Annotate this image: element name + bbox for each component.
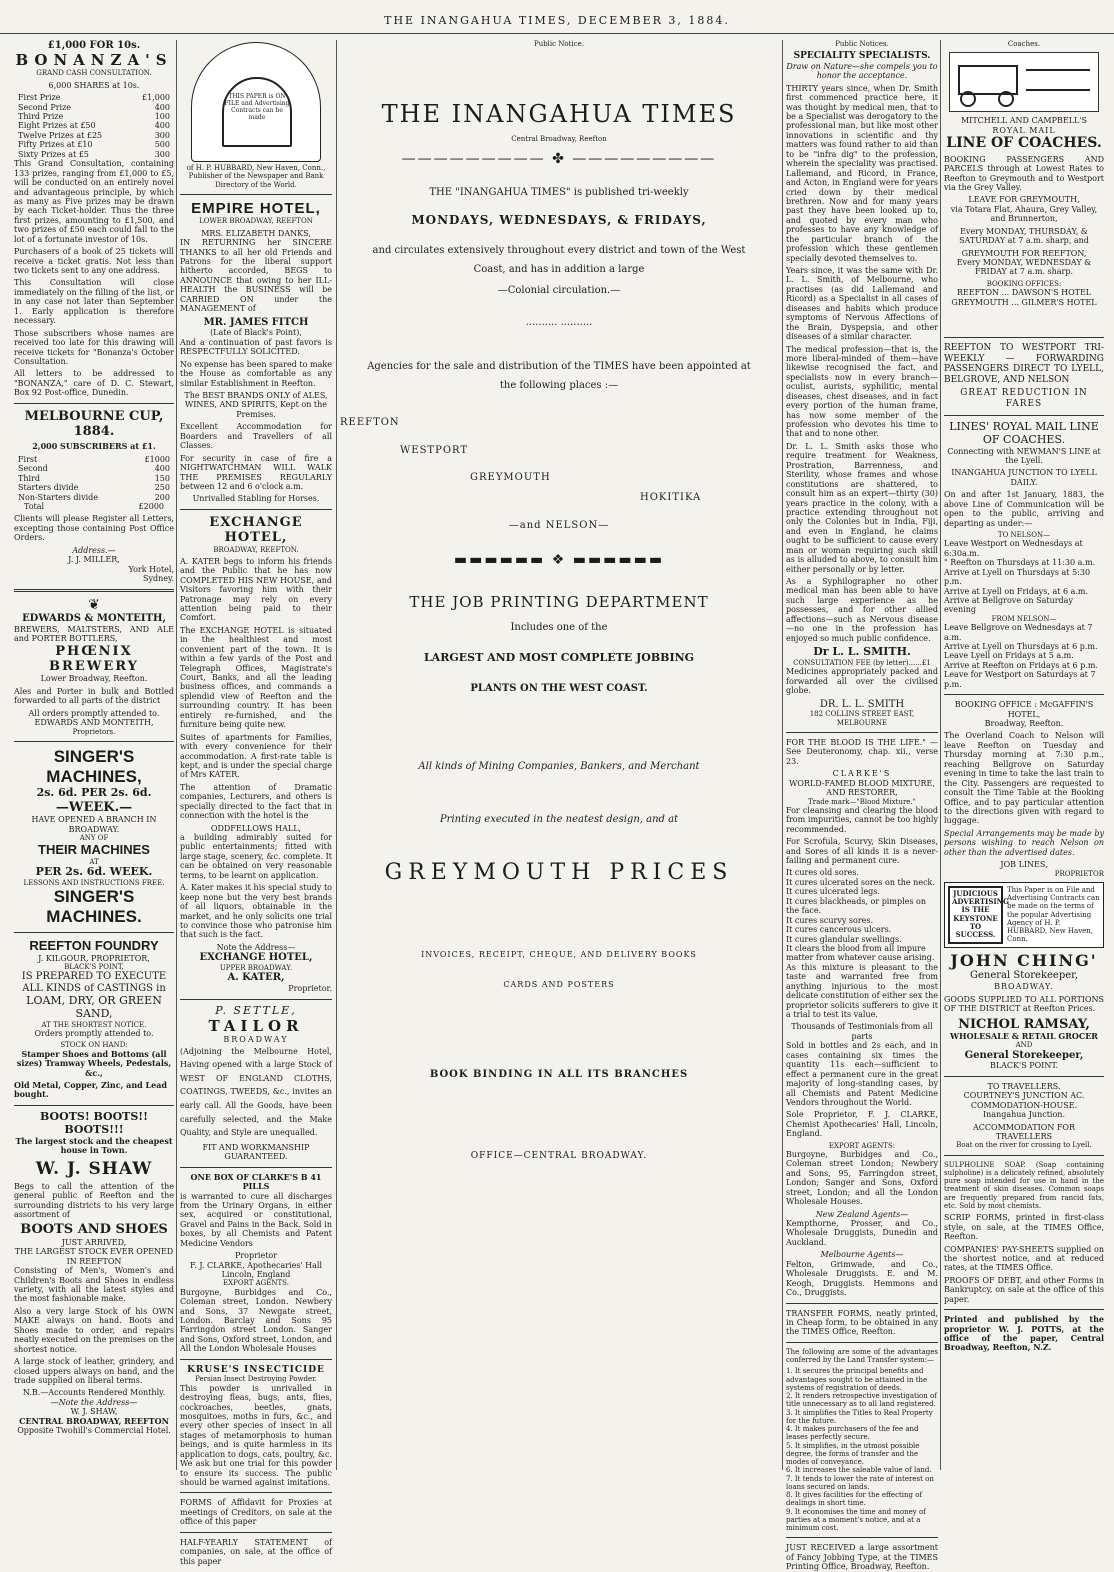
oddfellows: ODDFELLOWS HALL, [210, 823, 302, 833]
plants: PLANTS ON THE WEST COAST. [470, 682, 648, 694]
prize-value: 300 [154, 130, 170, 140]
ornament-dots: .......... .......... [525, 317, 593, 329]
expense: No expense has been spared to make the House as comfortable as any similar Establishment in Reefton. [180, 359, 332, 388]
leave-text: via Totara Flat, Ahaura, Grey Valley, and Brunnerton, [950, 204, 1098, 224]
cure-list [786, 868, 938, 962]
blacks: BLACK'S POINT. [989, 1061, 1059, 1071]
allkinds: All kinds of Mining Companies, Bankers, and Merchant [418, 760, 700, 772]
cards: CARDS AND POSTERS [503, 979, 615, 989]
shaw-opp: Opposite Twohill's Commercial Hotel. [17, 1426, 171, 1436]
prize-row [14, 112, 174, 121]
overland: The Overland Coach to Nelson will leave Reefton on Tuesday and Thursday morning at 7:30 p.m., reaching Bellgrove on Saturday evening in time to take the last train to the City. Passengers are requested to consult the Time Table at the Booking Office, and to pay particular attention to the directions given with regard to luggage. [944, 731, 1104, 826]
brands: The BEST BRANDS ONLY of ALES, WINES, AND SPIRITS, Kept on the Premises. [184, 391, 328, 419]
melbourne-address-label: Address.— [72, 545, 116, 555]
bonanza-text: Those subscribers whose names are received too late for this drawing will receive tickets for "Bonanza's October Consultation. [14, 328, 174, 366]
prize-value: 400 [154, 464, 170, 474]
exchange-title: EXCHANGE HOTEL, [209, 514, 303, 546]
schedule-line: Arrive at Lyell on Fridays, at 6 a.m. [944, 586, 1089, 596]
bonanza-prize: £1,000 FOR 10s. [47, 40, 141, 51]
following: The following are some of the advantages conferred by the Land Transfer system:— [786, 1347, 938, 1365]
prize-value: 400 [154, 121, 170, 131]
prize-value: £1,000 [142, 93, 170, 103]
stabling: Unrivalled Stabling for Horses. [192, 494, 320, 504]
largest: LARGEST AND MOST COMPLETE JOBBING [423, 650, 695, 664]
kater-text: The EXCHANGE HOTEL is situated in the healthiest and most convenient part of the town. It is within a few yards of the Post and Telegraph Offices, Magistrate's Court, Banks, and all the leading business offices, and commands a splendid view of Reefton and the surrounding country. It has been entirely re-furnished, and the furniture being quite new. [180, 625, 332, 730]
seal-words: THIS PAPER is ON FILE and Advertising Contracts can be made [222, 77, 292, 147]
column-rule [782, 40, 783, 1470]
danks: MRS. ELIZABETH DANKS, [201, 228, 311, 238]
binding: BOOK BINDING IN ALL ITS BRANCHES [429, 1069, 689, 1081]
schedule-line: Arrive at Lyell on Thursdays at 6 p.m. [944, 641, 1098, 651]
schedule-line: Leave for Westport on Saturdays at 7 p.m. [944, 670, 1096, 689]
prize-row [14, 121, 174, 130]
kater-prop: Proprietor. [288, 984, 332, 994]
shaw-consisting: Consisting of Men's, Women's and Children's Boots and Shoes in endless variety, with all the latest styles and the most fashionable make. [14, 1266, 174, 1304]
and: AND [1015, 1041, 1033, 1050]
edwards-loc: Lower Broadway, Reefton. [40, 674, 148, 684]
cures: For Scrofula, Scurvy, Skin Diseases, and Sores of all kinds it is a never-failing and permanent cure. [786, 837, 938, 865]
advantages-list [786, 1367, 938, 1532]
prize-label: Second Prize [18, 102, 72, 112]
bonanza-text: All letters to be addressed to "BONANZA," care of D. C. Stewart, Box 92 Post-office, Dunedin. [14, 369, 174, 398]
column-1 [14, 40, 174, 1472]
prize-value: 250 [154, 483, 170, 493]
advantage-item: 1. It secures the principal benefits and advantages sought to be attained in the systems of registration of deeds. [786, 1367, 928, 1392]
singer-title: SINGER'S MACHINES, [46, 746, 142, 786]
connecting: Connecting with NEWMAN'S LINE at the Lyell. [947, 446, 1101, 466]
prize-label: Second [18, 464, 48, 474]
blood-quote: FOR THE BLOOD IS THE LIFE." —See Deuteronomy, chap. xii., verse 23. [786, 737, 938, 766]
pills-prop: Proprietor [234, 1251, 278, 1261]
nz: New Zealand Agents— [815, 1209, 909, 1219]
cure-item: It cures old sores. [786, 868, 859, 878]
melb-text: Felton, Grimwade, and Co., Wholesale Druggists. E. and M. Keogh, Druggists. Hemmons and Co., Druggists. [786, 1259, 938, 1298]
boat: Boat on the river for crossing to Lyell. [956, 1141, 1092, 1150]
foundry-metal: Old Metal, Copper, Zinc, and Lead bought. [14, 1080, 168, 1100]
boots-title: BOOTS! BOOTS!! BOOTS!!! [40, 1109, 148, 1136]
bonanza-sub: GRAND CASH CONSULTATION. [36, 69, 152, 78]
courtney-loc: Inangahua Junction. [982, 1110, 1066, 1120]
booking-office: BOOKING OFFICE : McGAFFIN'S HOTEL, [954, 700, 1094, 719]
shaw-arrived: JUST ARRIVED, [61, 1237, 127, 1247]
kater-name: A. KATER, [227, 972, 285, 984]
prize-label: Sixty Prizes at £5 [18, 149, 89, 159]
shaw-name: W. J. SHAW, [70, 1407, 118, 1417]
nz-text: Kempthorne, Prosser, and Co., Wholesale Druggists, Dunedin and Auckland. [786, 1219, 938, 1247]
smith-fee: CONSULTATION FEE (by letter)......£1 [793, 659, 931, 668]
agencies: Agencies for the sale and distribution of the TIMES have been appointed at the following places :— [367, 360, 751, 391]
schedule-line: Arrive at Lyell on Thursdays at 5:30 p.m. [944, 567, 1091, 587]
advantage-item: 7. It tends to lower the rate of interest on loans secured on lands. [786, 1474, 934, 1491]
hubbard-badge [944, 882, 1104, 948]
settle-title: P. SETTLE, [215, 1003, 297, 1017]
prize-label: Third Prize [18, 112, 64, 122]
shaw-title: W. J. SHAW [35, 1158, 153, 1179]
smith-text: Dr. L. L. Smith asks those who require treatment for Weakness, Prostration, Barrenness, and Sterility, whose frames and whose constitutions are shattered, to consult him as an expert—thirty (30) years practice in the colony, with a practice extending throughout not only the Colonies but in India, Fiji, and even in England, he claims ought to be sufficient to cause every man or woman requiring such skill as is alluded to above, to consult him either personally or by letter. [786, 441, 938, 574]
prices: GREYMOUTH PRICES [384, 860, 734, 886]
place-reefton: REEFTON [340, 416, 400, 428]
kater-text: Suites of apartments for Families, with every convenience for their accommodation. A first-rate table is kept, and is under the special charge of Mrs KATER. [180, 732, 332, 780]
coach-illustration [949, 52, 1099, 112]
edwards-title: EDWARDS & MONTEITH, [22, 613, 166, 625]
place-greymouth: GREYMOUTH [470, 472, 551, 484]
cure-item: It cures ulcerated legs. [786, 887, 880, 897]
melb: Melbourne Agents— [820, 1250, 904, 1260]
column-4 [786, 40, 938, 1572]
prize-label: Fifty Prizes at £10 [18, 140, 93, 150]
bonanza-text: This Consultation will close immediately on the filling of the list, or in any case not later than September 1. Early application is therefore necessary. [14, 278, 174, 326]
edwards-sign: EDWARDS AND MONTEITH, [34, 718, 154, 728]
bonanza-text: This Grand Consultation, containing 133 prizes, ranging from £1,000 to £5, will be conducted on an entirely novel and advantageous principle, by which as many as Five prizes may be drawn by each Ticket-holder. Thus the three first prizes, amounting to £1,500, and two prizes of £50 each could fall to the lot of a fortunate investor of 10s. [14, 159, 174, 244]
coaches-royal: ROYAL MAIL [992, 125, 1056, 135]
prize-value: 400 [154, 102, 170, 112]
column-2 [180, 40, 332, 1566]
onafter: On and after 1st January, 1883, the above Line of Communication will be open to the public, arriving and departing as under:— [944, 490, 1104, 528]
masthead: THE INANGAHUA TIMES [381, 100, 737, 129]
cure-item: It cures glandular swellings. [786, 934, 902, 944]
accom: ACCOMMODATION FOR TRAVELLERS [972, 1122, 1075, 1142]
colonial: —Colonial circulation.— [497, 285, 621, 297]
pills-name: F. J. CLARKE, Apothecaries' Hall [189, 1260, 323, 1270]
sold: Sold in bottles and 2s each, and in cases containing six times the quantity 11s each—sufficient to effect a permanent cure in the great majority of long-standing cases, by all Chemists and Patent Medicine Vendors throughout the World. [786, 1041, 938, 1107]
edwards-brewery: PHŒNIX BREWERY [49, 643, 139, 675]
place-nelson: —and NELSON— [508, 520, 610, 532]
prize-value: 300 [154, 149, 170, 159]
circulates: and circulates extensively throughout every district and town of the West Coast, and has in addition a large [372, 245, 746, 276]
office1: REEFTON ... DAWSON'S HOTEL [956, 288, 1092, 298]
special: Special Arrangements may be made by persons wishing to reach Nelson on other than the advertised dates. [944, 828, 1104, 857]
shaw-leather: A large stock of leather, grindery, and closed uppers always on hand, and the trade supplied on liberal terms. [14, 1357, 174, 1385]
col3-label: Public Notice. [533, 40, 584, 48]
edwards-text: Ales and Porter in bulk and Bottled forwarded to all parts of the district [14, 686, 174, 706]
kruse: KRUSE'S INSECTICIDE [187, 1364, 325, 1375]
melbourne-prize-list [14, 455, 174, 502]
advantage-item: 6. It increases the saleable value of land. [786, 1466, 932, 1475]
hubbard-text: This Paper is on File and Advertising Contracts can be made on the terms of the popular Advertising Agency of H. P. HUBBARD, New Haven, Conn. [1007, 885, 1100, 944]
thousands: Thousands of Testimonials from all parts [791, 1022, 933, 1041]
mixture-text: For cleansing and clearing the blood from impurities, cannot be too highly recommended. [786, 805, 938, 834]
prize-row [14, 464, 174, 473]
pills-text: is warranted to cure all discharges from the Urinary Organs, in either sex, acquired or constitutional, Gravel and Pains in the Back. Sold in boxes, by all Chemists and Patent Medicine Vendors [180, 1191, 332, 1248]
ornament-divider: ▬▬▬▬▬▬ ❖ ▬▬▬▬▬▬ [453, 551, 665, 568]
prize-value: 100 [154, 112, 170, 122]
smith-addr: 182 COLLINS STREET EAST, MELBOURNE [809, 710, 915, 727]
fitch-sub: (Late of Black's Point), [210, 328, 302, 338]
pills-loc: Lincoln, England [221, 1270, 291, 1280]
general: General Storekeeper, [964, 1049, 1084, 1061]
advantage-item: 4. It makes purchasers of the fee and leases perfectly secure. [786, 1425, 919, 1442]
kater-text: A. Kater makes it his special study to keep none but the very best brands of all liquors, obtainable in the market, and he only solicits one trial to convince those who patronise him that such is the fact. [180, 883, 332, 940]
coaches-line: LINE OF COACHES. [946, 135, 1102, 152]
pills-agents-text: Burgoyne, Burbidges and Co., Coleman street, London. Newbery and Sons, 37 Newgate street, London. Barclay and Sons 95 Farringdon street London. Sanger and Sons, Oxford street, London, and All the London Wholesale Houses [180, 1287, 332, 1354]
prize-row [14, 474, 174, 483]
header-title: THE INANGAHUA TIMES, DECEMBER 3, 1884. [384, 14, 730, 27]
shaw-note: —Note the Address— [50, 1397, 138, 1407]
tailor: TAILOR [208, 1016, 304, 1035]
schedule-line: " Reefton on Thursdays at 11:30 a.m. [944, 558, 1096, 568]
bonanza-prize-list [14, 93, 174, 159]
edwards-sub: BREWERS, MALTSTERS, AND ALE and PORTER BOTTLERS, [14, 624, 174, 644]
singer-title2: SINGER'S MACHINES. [46, 887, 142, 927]
from-nelson: FROM NELSON— [991, 614, 1057, 623]
foundry-title: REEFTON FOUNDRY [29, 938, 159, 954]
coaches-firm: MITCHELL AND CAMPBELL'S [960, 116, 1088, 126]
shaw-nb: N.B.—Accounts Rendered Monthly. [22, 1388, 166, 1398]
invoices: INVOICES, RECEIPT, CHEQUE, AND DELIVERY BOOKS [421, 950, 697, 960]
job-prop: PROPRIETOR [1054, 869, 1104, 878]
transfer: TRANSFER FORMS, neatly printed, in Cheap form, to be obtained in any the TIMES Office, Reefton. [786, 1308, 938, 1337]
place-westport: WESTPORT [400, 444, 469, 456]
melbourne-addr: Sydney. [142, 574, 174, 584]
bonanza-shares: 6,000 SHARES at 10s. [48, 80, 140, 90]
foundry-materials: LOAM, DRY, OR GREEN SAND, [26, 993, 162, 1020]
smith-text: The medical profession—that is, the more liberal-minded of them—have likewise recognised the fact, and specialists now in every branch—oculist, aurists, syphilitic, mental diseases, chest diseases, and in fact every portion of the human frame, has now some member of the profession who devotes his time to that and to none other. [786, 344, 938, 439]
kater-text: The attention of Dramatic companies, Lecturers, and others is specially directed to the fact that in connection with the hotel is the [180, 782, 332, 821]
prize-value: 500 [154, 140, 170, 150]
prize-value: 200 [154, 492, 170, 502]
prize-label: Non-Starters divide [18, 492, 98, 502]
singer-at: AT [89, 857, 99, 866]
accommodation: Excellent Accommodation for Boarders and Travellers of all Classes. [180, 422, 332, 451]
mixture: WORLD-FAMED BLOOD MIXTURE, [789, 778, 935, 788]
kruse-text: This powder is unrivalled in destroying fleas, bugs, ants, flies, cockroaches, beetles, gnats, mosquitoes, moths in furs, &c., and every other species of insect in all stages of metamorphosis to human beings, and is quite harmless in its application to dogs, cats, poultry, &c. We ask but one trial for this powder to ensure its success. The public should be warned against imitations. [180, 1383, 332, 1488]
office2: GREYMOUTH ... GILMER'S HOTEL [951, 297, 1097, 307]
foundry-text: IS PREPARED TO EXECUTE ALL KINDS of CASTINGS in [21, 971, 167, 995]
security: For security in case of fire a NIGHTWATCHMAN WILL WALK THE PREMISES REGULARLY between 12 and 6 o'clock a.m. [180, 453, 332, 491]
days: MONDAYS, WEDNESDAYS, & FRIDAYS, [411, 213, 707, 228]
seal-credit: of H. P. HUBBARD, New Haven, Conn., Publisher of the Newspaper and Bank Directory of the World. [186, 164, 326, 189]
schedule-to-nelson [944, 539, 1104, 615]
edwards-prop: Proprietors. [72, 727, 116, 736]
melbourne-title: MELBOURNE CUP, 1884. [24, 408, 164, 440]
includes: Includes one of the [510, 622, 608, 634]
column-5 [944, 40, 1104, 1472]
prize-row [14, 131, 174, 140]
shaw-boots: BOOTS AND SHOES [20, 1222, 168, 1238]
shaw-addr: CENTRAL BROADWAY, REEFTON [19, 1415, 169, 1426]
westport-title: REEFTON TO WESTPORT TRI-WEEKLY — FORWARDING PASSENGERS DIRECT TO LYELL, BELGROVE, AND NELSON [944, 343, 1104, 385]
tailor-loc: BROADWAY [223, 1035, 289, 1045]
ching-loc: BROADWAY. [994, 982, 1054, 992]
companies: COMPANIES' PAY-SHEETS supplied on the shortest notice, and at reduced rates, at the TIMES Office. [944, 1244, 1104, 1273]
prize-row [14, 493, 174, 502]
prize-label: First Prize [18, 93, 61, 103]
just: JUST RECEIVED a large assortment of Fancy Jobbing Type, at the TIMES Printing Office, Broadway, Reefton. [786, 1543, 938, 1572]
prize-label: Twelve Prizes at £25 [18, 130, 103, 140]
col5-label: Coaches. [1007, 40, 1041, 48]
greymouth: GREYMOUTH FOR REEFTON, [961, 248, 1087, 258]
days: Every MONDAY, THURSDAY, & SATURDAY at 7 a.m. sharp, and [959, 226, 1089, 246]
column-3 [340, 40, 778, 1472]
prize-row [14, 455, 174, 464]
goods: GOODS SUPPLIED TO ALL PORTIONS OF THE DISTRICT at Reefton Prices. [944, 994, 1104, 1014]
danks-text: IN RETURNING her SINCERE THANKS to all her old Friends and Patrons for the liberal support hitherto accorded, BEGS to ANNOUNCE that owing to her ILL-HEALTH the BUSINESS will be CARRIED ON under the MANAGEMENT of [180, 238, 332, 314]
foundry-prop: J. KILGOUR, PROPRIETOR, [38, 953, 150, 963]
fit: FIT AND WORKMANSHIP GUARANTEED. [202, 1142, 310, 1162]
melbourne-addr: York Hotel, [128, 564, 174, 574]
tailor-text: (Adjoining the Melbourne Hotel, Having opened with a large Stock of WEST OF ENGLAND CLOTHS, COATINGS, TWEEDS, &c., invites an early call. All the Goods, have been carefully selected, and the Make Quality, and Style are unequalled. [180, 1046, 332, 1138]
speciality: SPECIALITY SPECIALISTS. [793, 51, 931, 62]
prize-row [14, 103, 174, 112]
column-rule [940, 40, 941, 1470]
prize-label: Third [18, 473, 40, 483]
export-text: Burgoyne, Burbidges and Co., Coleman street London; Newbery and Sons, 95, Farringdon street, London; Sanger and Sons, Oxford street, London; and all the London Wholesale Houses. [786, 1149, 938, 1207]
singer-lessons: LESSONS AND INSTRUCTIONS FREE. [23, 878, 165, 887]
wholesale: WHOLESALE & RETAIL GROCER [950, 1030, 1098, 1041]
column-rule [336, 40, 337, 1470]
column-rule [176, 40, 177, 1470]
kater-text: a building admirably suited for public entertainments; fitted with large stage, scenery, &c. complete. It can be obtained on very reasonable terms, to be learnt on application. [180, 833, 332, 880]
shaw-also: Also a very large Stock of his OWN MAKE always on hand. Boots and Shoes made to order, and repairs neatly executed on the premises on the shortest notice. [14, 1306, 174, 1354]
foundry-stock: STOCK ON HAND: [60, 1041, 128, 1050]
kater-note: Note the Address— [216, 942, 296, 952]
prize-value: 150 [154, 473, 170, 483]
singer-their: THEIR MACHINES [38, 842, 150, 858]
pills: ONE BOX OF CLARKE'S B 41 PILLS [190, 1171, 322, 1192]
keystone-seal-image [191, 42, 321, 162]
advantage-item: 9. It economises the time and money of parties at a moment's notice, and at a minimum cost. [786, 1507, 926, 1533]
prize-row [14, 150, 174, 159]
col4-label: Public Notices. [835, 40, 889, 48]
export: EXPORT AGENTS: [828, 1141, 896, 1150]
smith-text: THIRTY years since, when Dr. Smith first commenced practice here, it was thought by medical men, that to be a Specialist was derogatory to the professional man, but like most other innovations in scientific and thy matters was found rather to aid than to be "infra dig" to the profession, wherein the speciality was practised. Lallemand, and Ricord, in France, and Acton, in England were for years cried down by their medical brethren. Now and for many years past they have been looked up to, and quoted by every man who professes to have any knowledge of the particular branch of the profession which these gentlemen specially devoted themselves to. [786, 83, 938, 263]
singer-any: ANY OF [79, 834, 109, 843]
prize-row [14, 483, 174, 492]
foundry-notice: AT THE SHORTEST NOTICE. [41, 1020, 147, 1029]
scrip: SCRIP FORMS, printed in first-class style, on sale, at the TIMES Office, Reefton. [944, 1213, 1104, 1242]
melbourne-subs: 2,000 SUBSCRIBERS at £1. [32, 441, 156, 452]
courtney: COURTNEY'S JUNCTION AC. COMMODATION-HOUSE. [963, 1091, 1085, 1110]
danks-text2: And a continuation of past favors is RESPECTFULLY SOLICITED. [180, 337, 332, 357]
clarke: CLARKE'S [832, 769, 892, 779]
foundry-stock-text: Stamper Shoes and Bottoms (all sizes) Tramway Wheels, Pedestals, &c., [16, 1048, 172, 1078]
kruse-sub: Persian Insect Destroying Powder. [195, 1375, 317, 1384]
exchange-loc: BROADWAY, REEFTON. [213, 545, 299, 554]
fitch: MR. JAMES FITCH [203, 316, 309, 328]
shaw-text: Begs to call the attention of the general public of Reefton and the surrounding districts to his very large assortment of [14, 1181, 174, 1220]
ching-sub: General Storekeeper, [969, 970, 1079, 982]
pleasant: As this mixture is pleasant to the taste and warranted free from anything injurious to the most delicate constitution of either sex the proprietor solicits sufferers to give it a trial to test its value. [786, 962, 938, 1019]
published: THE "INANGAHUA TIMES" is published tri-weekly [429, 187, 689, 199]
schedule-line: Leave Bellgrove on Wednesdays at 7 a.m. [944, 623, 1093, 642]
singer-per: PER 2s. 6d. WEEK. [35, 864, 153, 878]
judicious-seal: JUDICIOUS ADVERTISING IS THE KEYSTONE TO SUCCESS. [948, 886, 1003, 944]
smith-name2: DR. L. L. SMITH [819, 698, 905, 710]
lines: LINES' ROYAL MAIL LINE OF COACHES. [949, 419, 1099, 446]
schedule-line: Leave Westport on Wednesdays at 6:30a.m. [944, 539, 1083, 558]
trademark: Trade mark—"Blood Mixture." [808, 797, 916, 806]
booking: BOOKING PASSENGERS AND PARCELS through at Lowest Rates to Reefton to Greymouth and to Westport via the Grey Valley. [944, 154, 1104, 192]
cure-item: It clears the blood from all impure matter from whatever cause arising. [786, 943, 935, 963]
kater-upper: UPPER BROADWAY. [219, 964, 293, 973]
smith-name: Dr L. L. SMITH. [813, 645, 911, 659]
reduction: GREAT REDUCTION IN FARES [960, 388, 1088, 410]
advantage-item: 3. It simplifies the Titles to Real Property for the future. [786, 1408, 933, 1425]
melbourne-name: J. J. MILLER, [68, 555, 120, 565]
melbourne-total-label: Total [24, 502, 45, 512]
leave: LEAVE FOR GREYMOUTH, [968, 195, 1080, 205]
proofs: PROOFS OF DEBT, and other Forms in Bankruptcy, on sale at the office of this paper. [944, 1275, 1104, 1304]
singer-price: 2s. 6d. PER 2s. 6d. [36, 785, 152, 799]
bonanza-title: BONANZA'S [15, 50, 173, 69]
travellers: TO TRAVELLERS. [987, 1081, 1061, 1091]
cure-item: It cures ulcerated sores on the neck. [786, 877, 935, 887]
job: JOB LINES, [1000, 860, 1048, 870]
foundry-loc: BLACK'S POINT, [64, 962, 124, 971]
shaw-largest: THE LARGEST STOCK EVER OPENED IN REEFTON [14, 1247, 174, 1266]
place-hokitika: HOKITIKA [640, 492, 702, 504]
halfyearly: HALF-YEARLY STATEMENT of companies, on sale, at the office of this paper [180, 1537, 332, 1566]
draw: Draw on Nature—she compels you to honor the acceptance. [786, 61, 938, 81]
pills-agents: EXPORT AGENTS. [223, 1279, 289, 1288]
imprint: Printed and published by the proprietor W. J. POTTS, at the office of the paper, Central Broadway, Reefton, N.Z. [944, 1314, 1104, 1353]
foundry-orders: Orders promptly attended to. [34, 1029, 154, 1038]
prize-value: £1000 [144, 454, 170, 464]
forms-title: FORMS of Affidavit for Proxies at meetings of Creditors, on sale at the office of this paper [180, 1498, 332, 1527]
ornament-divider: ————————— ✤ ————————— [401, 150, 717, 167]
prize-label: Starters divide [18, 483, 79, 493]
singer-week: —WEEK.— [55, 799, 133, 815]
prize-row [14, 140, 174, 149]
junction: INANGAHUA JUNCTION TO LYELL DAILY. [951, 468, 1097, 487]
kater-text: A. KATER begs to inform his friends and the Public that he has now COMPLETED HIS NEW HOUSE, and Visitors favoring him with their Patronage may rely on every attention being paid to their Comfort. [180, 556, 332, 623]
prize-label: Eight Prizes at £50 [18, 121, 96, 131]
smith-meds: Medicines appropriately packed and forwarded all over the civilised globe. [786, 667, 938, 696]
boots-sub: The largest stock and the cheapest house in Town. [15, 1135, 173, 1156]
bonanza-text: Purchasers of a book of 25 tickets will receive a ticket gratis. Not less than two tickets sent to any one address. [14, 247, 174, 276]
booking-offices: BOOKING OFFICES: [986, 279, 1062, 288]
melbourne-total: £2000 [138, 502, 164, 512]
melbourne-text: Clients will please Register all Letters, excepting those containing Post Office Orders. [14, 514, 174, 543]
advantage-item: 8. It gives facilities for the effecting of dealings in short time. [786, 1491, 923, 1508]
greymouth-days: Every MONDAY, WEDNESDAY & FRIDAY at 7 a.m. sharp. [956, 258, 1092, 277]
prize-label: First [18, 454, 38, 464]
restorer: AND RESTORER, [826, 788, 898, 798]
booking-loc: Broadway, Reefton. [984, 719, 1064, 729]
cure-item: It cures scurvy sores. [786, 915, 874, 925]
cure-item: It cures blackheads, or pimples on the face. [786, 896, 926, 916]
empire-title: EMPIRE HOTEL, [191, 199, 321, 217]
masthead-sub: Central Broadway, Reefton [511, 134, 607, 143]
empire-loc: LOWER BROADWAY, REEFTON [199, 217, 313, 226]
prop: Sole Proprietor, F. J. CLARKE, Chemist Apothecaries' Hall, Lincoln, England. [786, 1110, 938, 1139]
ramsay: NICHOL RAMSAY, [958, 1016, 1090, 1032]
jobdept: THE JOB PRINTING DEPARTMENT [409, 593, 709, 612]
smith-text: Years since, it was the same with Dr. L. L. Smith, of Melbourne, who practises (as did Lallemand and Ricord) as a Specialist in all cases of diseases and habits which produce symptoms of Nervous Affections of the Brain, Dyspepsia, and other diseases of a similar character. [786, 266, 938, 342]
singer-branch: HAVE OPENED A BRANCH IN BROADWAY. [31, 815, 157, 834]
advantage-item: 5. It simplifies, in the utmost possible degree, the forms of transfer and the modes of conveyance. [786, 1441, 920, 1467]
edwards-orders: All orders promptly attended to. [28, 708, 160, 718]
prize-row [14, 93, 174, 102]
schedule-line: Arrive at Bellgrove on Saturday evening [944, 595, 1073, 615]
kater-hotel: EXCHANGE HOTEL, [199, 952, 313, 964]
printing: Printing executed in the neatest design, and at [439, 814, 679, 826]
schedule-line: Arrive at Reefton on Fridays at 6 p.m. [944, 660, 1098, 670]
office: OFFICE—CENTRAL BROADWAY. [470, 1150, 648, 1161]
eagle-icon: ❦ [88, 596, 100, 613]
schedule-line: Leave Lyell on Fridays at 5 a.m. [944, 651, 1074, 661]
schedule-from-nelson [944, 623, 1104, 689]
cure-item: It cures cancerous ulcers. [786, 925, 892, 935]
page-header [0, 14, 1114, 34]
sulpholine: SULPHOLINE SOAP. (Soap containing sulpholine) is a delicately refined, absolutely pure soap intended for use in hand in the treatment of skin diseases. Common soaps are frequently prepared from rancid fats, etc. Sold by most chemists. [944, 1160, 1104, 1210]
to-nelson: TO NELSON— [997, 531, 1051, 540]
advantage-item: 2. It renders retrospective investigation of title unnecessary as to all land registered. [786, 1392, 937, 1409]
ching: JOHN CHING' [950, 950, 1098, 970]
smith-text: As a Syphilographer no other medical man has been able to have such large experience as he possesses, and for other allied affections—such as Nervous disease —no one in the profession has enjoyed so much public confidence. [786, 577, 938, 643]
